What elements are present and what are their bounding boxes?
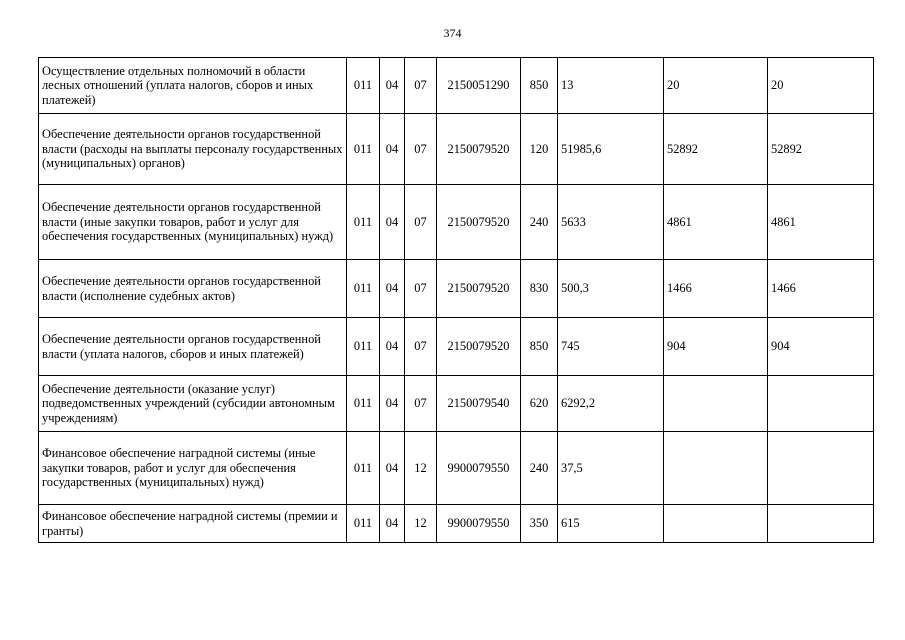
amount-1-cell: 745 bbox=[558, 318, 664, 376]
table-row bbox=[39, 505, 874, 543]
section-code-cell: 04 bbox=[380, 58, 405, 114]
amount-2-cell bbox=[664, 432, 768, 505]
amount-2-cell: 904 bbox=[664, 318, 768, 376]
amount-3-cell: 1466 bbox=[768, 260, 874, 318]
amount-3-cell bbox=[768, 376, 874, 432]
amount-3-cell: 52892 bbox=[768, 114, 874, 185]
table-row bbox=[39, 185, 874, 260]
budget-table bbox=[38, 57, 874, 543]
amount-2-cell bbox=[664, 376, 768, 432]
ministry-code-cell: 011 bbox=[347, 432, 380, 505]
expense-name-cell: Обеспечение деятельности органов государственной власти (расходы на выплаты персоналу государственных (муниципальных) органов) bbox=[39, 114, 347, 185]
subsection-code-cell: 07 bbox=[405, 185, 437, 260]
section-code-cell: 04 bbox=[380, 114, 405, 185]
amount-2-cell: 4861 bbox=[664, 185, 768, 260]
amount-1-cell: 500,3 bbox=[558, 260, 664, 318]
expense-name-cell: Обеспечение деятельности органов государственной власти (иные закупки товаров, работ и услуг для обеспечения государственных (муниципальных) нужд) bbox=[39, 185, 347, 260]
subsection-code-cell: 12 bbox=[405, 432, 437, 505]
expense-name-cell: Финансовое обеспечение наградной системы (премии и гранты) bbox=[39, 505, 347, 543]
target-article-cell: 9900079550 bbox=[437, 432, 521, 505]
expense-type-cell: 620 bbox=[521, 376, 558, 432]
expense-type-cell: 240 bbox=[521, 185, 558, 260]
ministry-code-cell: 011 bbox=[347, 185, 380, 260]
expense-type-cell: 850 bbox=[521, 318, 558, 376]
table-row bbox=[39, 260, 874, 318]
amount-1-cell: 6292,2 bbox=[558, 376, 664, 432]
subsection-code-cell: 07 bbox=[405, 376, 437, 432]
amount-3-cell bbox=[768, 432, 874, 505]
page-number: 374 bbox=[443, 26, 462, 40]
target-article-cell: 2150079520 bbox=[437, 260, 521, 318]
section-code-cell: 04 bbox=[380, 376, 405, 432]
section-code-cell: 04 bbox=[380, 505, 405, 543]
amount-3-cell: 20 bbox=[768, 58, 874, 114]
target-article-cell: 2150079520 bbox=[437, 318, 521, 376]
section-code-cell: 04 bbox=[380, 185, 405, 260]
section-code-cell: 04 bbox=[380, 260, 405, 318]
expense-type-cell: 830 bbox=[521, 260, 558, 318]
expense-type-cell: 240 bbox=[521, 432, 558, 505]
table-row bbox=[39, 318, 874, 376]
amount-1-cell: 37,5 bbox=[558, 432, 664, 505]
expense-name-cell: Обеспечение деятельности органов государственной власти (уплата налогов, сборов и иных платежей) bbox=[39, 318, 347, 376]
ministry-code-cell: 011 bbox=[347, 114, 380, 185]
ministry-code-cell: 011 bbox=[347, 260, 380, 318]
expense-name-cell: Обеспечение деятельности (оказание услуг) подведомственных учреждений (субсидии автономным учреждениям) bbox=[39, 376, 347, 432]
target-article-cell: 9900079550 bbox=[437, 505, 521, 543]
amount-2-cell bbox=[664, 505, 768, 543]
expense-name-cell: Финансовое обеспечение наградной системы (иные закупки товаров, работ и услуг для обеспечения государственных (муниципальных) нужд) bbox=[39, 432, 347, 505]
target-article-cell: 2150079520 bbox=[437, 114, 521, 185]
amount-1-cell: 615 bbox=[558, 505, 664, 543]
amount-1-cell: 5633 bbox=[558, 185, 664, 260]
table-row bbox=[39, 58, 874, 114]
expense-name-cell: Обеспечение деятельности органов государственной власти (исполнение судебных актов) bbox=[39, 260, 347, 318]
amount-2-cell: 1466 bbox=[664, 260, 768, 318]
target-article-cell: 2150079540 bbox=[437, 376, 521, 432]
section-code-cell: 04 bbox=[380, 432, 405, 505]
target-article-cell: 2150051290 bbox=[437, 58, 521, 114]
target-article-cell: 2150079520 bbox=[437, 185, 521, 260]
ministry-code-cell: 011 bbox=[347, 505, 380, 543]
amount-3-cell bbox=[768, 505, 874, 543]
amount-3-cell: 904 bbox=[768, 318, 874, 376]
expense-type-cell: 850 bbox=[521, 58, 558, 114]
table-row bbox=[39, 114, 874, 185]
ministry-code-cell: 011 bbox=[347, 318, 380, 376]
amount-1-cell: 13 bbox=[558, 58, 664, 114]
expense-name-cell: Осуществление отдельных полномочий в области лесных отношений (уплата налогов, сборов и иных платежей) bbox=[39, 58, 347, 114]
ministry-code-cell: 011 bbox=[347, 376, 380, 432]
expense-type-cell: 350 bbox=[521, 505, 558, 543]
amount-3-cell: 4861 bbox=[768, 185, 874, 260]
section-code-cell: 04 bbox=[380, 318, 405, 376]
subsection-code-cell: 07 bbox=[405, 260, 437, 318]
ministry-code-cell: 011 bbox=[347, 58, 380, 114]
amount-1-cell: 51985,6 bbox=[558, 114, 664, 185]
expense-type-cell: 120 bbox=[521, 114, 558, 185]
amount-2-cell: 20 bbox=[664, 58, 768, 114]
table-row bbox=[39, 376, 874, 432]
subsection-code-cell: 07 bbox=[405, 318, 437, 376]
amount-2-cell: 52892 bbox=[664, 114, 768, 185]
subsection-code-cell: 07 bbox=[405, 58, 437, 114]
subsection-code-cell: 12 bbox=[405, 505, 437, 543]
table-row bbox=[39, 432, 874, 505]
subsection-code-cell: 07 bbox=[405, 114, 437, 185]
